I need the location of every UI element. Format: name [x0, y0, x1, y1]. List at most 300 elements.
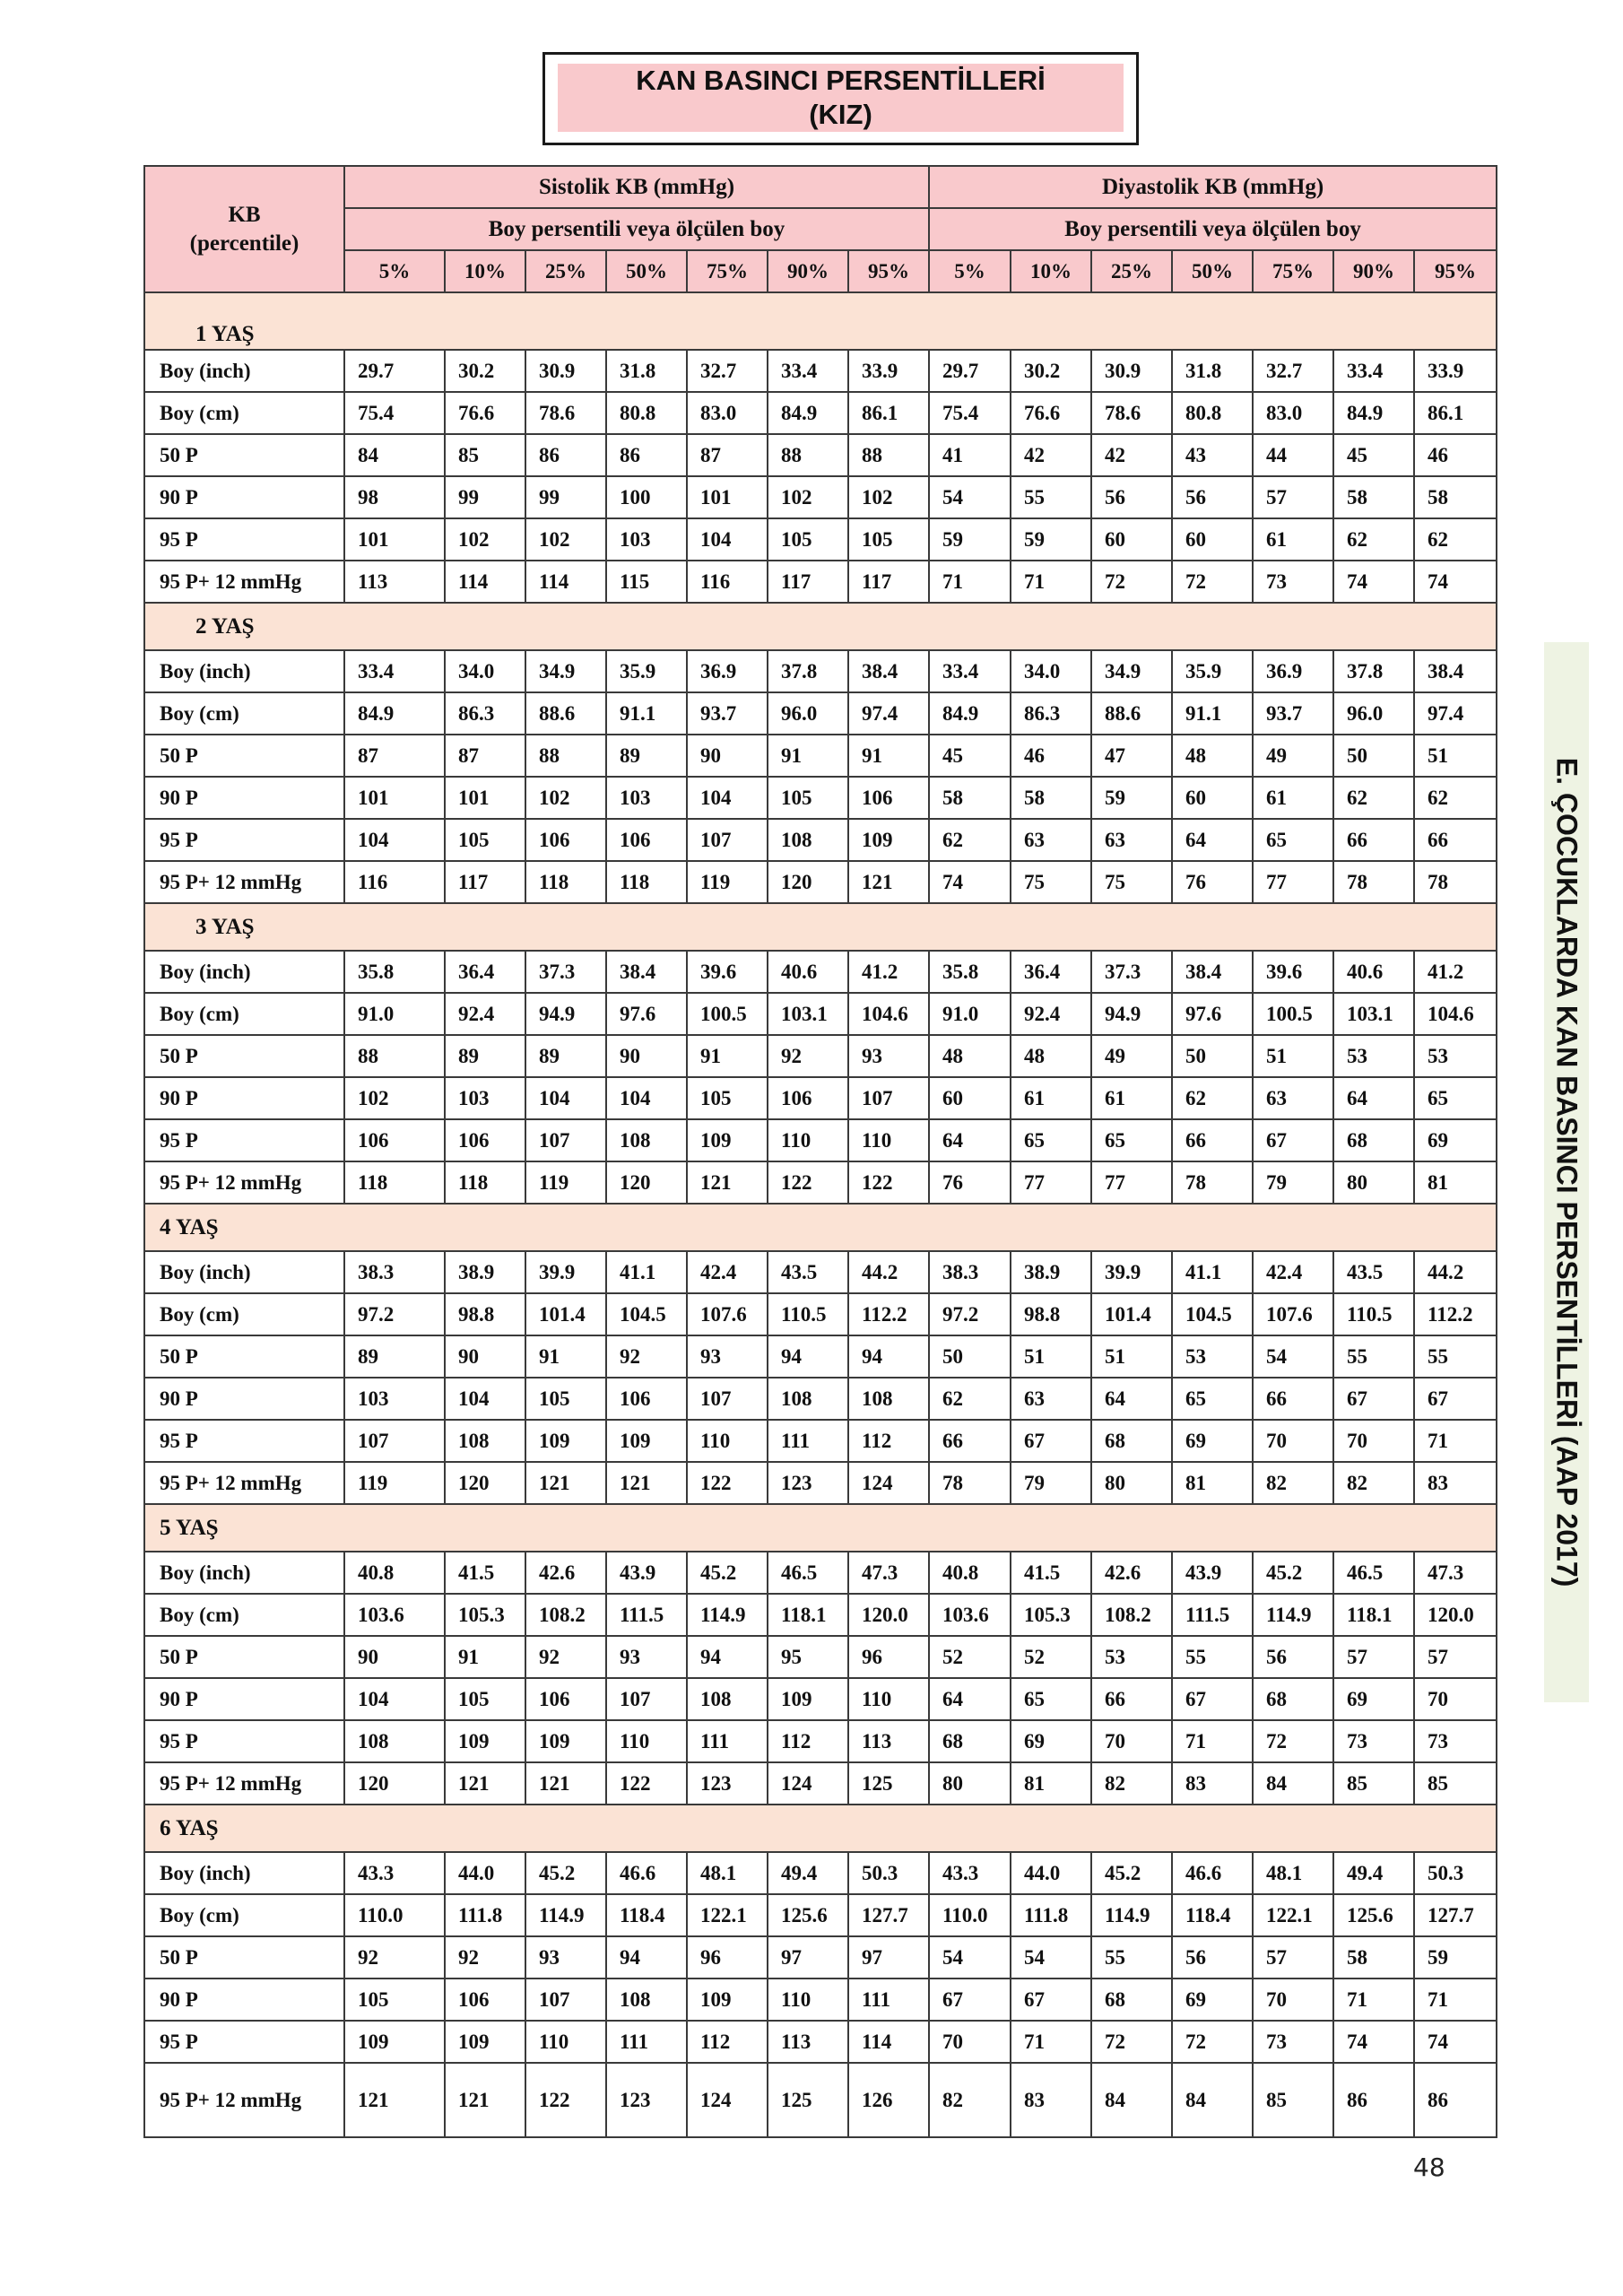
systolic-value-cell: 43.9 — [606, 1552, 687, 1594]
diastolic-value-cell: 50 — [1172, 1035, 1253, 1077]
systolic-value-cell: 91 — [848, 735, 929, 777]
diastolic-value-cell: 103.6 — [929, 1594, 1011, 1636]
table-row — [144, 1251, 1497, 1293]
systolic-value-cell: 94 — [687, 1636, 768, 1678]
systolic-value-cell: 84.9 — [768, 392, 848, 434]
diastolic-value-cell: 29.7 — [929, 350, 1011, 392]
diastolic-value-cell: 75 — [1011, 861, 1091, 903]
systolic-value-cell: 113 — [848, 1720, 929, 1762]
diastolic-value-cell: 39.9 — [1091, 1251, 1172, 1293]
diastolic-value-cell: 48.1 — [1253, 1852, 1333, 1894]
systolic-value-cell: 39.9 — [525, 1251, 606, 1293]
diastolic-value-cell: 76 — [1172, 861, 1253, 903]
systolic-value-cell: 47.3 — [848, 1552, 929, 1594]
table-row — [144, 476, 1497, 518]
systolic-value-cell: 97.4 — [848, 692, 929, 735]
diastolic-value-cell: 52 — [1011, 1636, 1091, 1678]
table-row — [144, 650, 1497, 692]
row-label: 95 P — [144, 1119, 344, 1161]
age-group-row — [144, 1805, 1497, 1852]
row-label: Boy (cm) — [144, 392, 344, 434]
diastolic-value-cell: 46 — [1414, 434, 1497, 476]
diastolic-value-cell: 60 — [929, 1077, 1011, 1119]
table-row — [144, 861, 1497, 903]
systolic-value-cell: 103.1 — [768, 993, 848, 1035]
systolic-value-cell: 119 — [344, 1462, 445, 1504]
diastolic-value-cell: 71 — [1414, 1979, 1497, 2021]
diastolic-value-cell: 59 — [1414, 1936, 1497, 1979]
diastolic-value-cell: 69 — [1172, 1979, 1253, 2021]
diastolic-value-cell: 85 — [1333, 1762, 1414, 1805]
systolic-value-cell: 102 — [344, 1077, 445, 1119]
age-group-label: 4 YAŞ — [144, 1204, 1497, 1251]
systolic-value-cell: 91.0 — [344, 993, 445, 1035]
diastolic-value-cell: 91.0 — [929, 993, 1011, 1035]
systolic-value-cell: 107 — [525, 1979, 606, 2021]
systolic-value-cell: 90 — [344, 1636, 445, 1678]
table-row — [144, 1720, 1497, 1762]
diastolic-value-cell: 62 — [929, 1378, 1011, 1420]
diastolic-value-cell: 66 — [929, 1420, 1011, 1462]
diastolic-value-cell: 73 — [1253, 561, 1333, 603]
diastolic-value-cell: 57 — [1333, 1636, 1414, 1678]
systolic-value-cell: 108 — [768, 1378, 848, 1420]
diastolic-value-cell: 79 — [1011, 1462, 1091, 1504]
row-label: Boy (cm) — [144, 1293, 344, 1335]
diastolic-value-cell: 42 — [1091, 434, 1172, 476]
systolic-value-cell: 120 — [445, 1462, 525, 1504]
diastolic-value-cell: 77 — [1011, 1161, 1091, 1204]
diastolic-value-cell: 51 — [1253, 1035, 1333, 1077]
diastolic-value-cell: 54 — [1011, 1936, 1091, 1979]
table-row — [144, 1420, 1497, 1462]
systolic-value-cell: 125 — [848, 1762, 929, 1805]
diastolic-value-cell: 55 — [1333, 1335, 1414, 1378]
diastolic-value-cell: 38.9 — [1011, 1251, 1091, 1293]
systolic-value-cell: 113 — [344, 561, 445, 603]
systolic-percentile-header: 90% — [768, 250, 848, 292]
diastolic-value-cell: 53 — [1414, 1035, 1497, 1077]
systolic-value-cell: 108 — [606, 1979, 687, 2021]
systolic-value-cell: 34.9 — [525, 650, 606, 692]
diastolic-value-cell: 42.4 — [1253, 1251, 1333, 1293]
diastolic-value-cell: 63 — [1091, 819, 1172, 861]
systolic-value-cell: 89 — [445, 1035, 525, 1077]
diastolic-percentile-header: 90% — [1333, 250, 1414, 292]
systolic-value-cell: 76.6 — [445, 392, 525, 434]
systolic-value-cell: 105 — [687, 1077, 768, 1119]
systolic-value-cell: 105 — [445, 1678, 525, 1720]
systolic-value-cell: 104.5 — [606, 1293, 687, 1335]
diastolic-value-cell: 72 — [1253, 1720, 1333, 1762]
row-label: Boy (cm) — [144, 1594, 344, 1636]
systolic-value-cell: 110 — [768, 1979, 848, 2021]
systolic-value-cell: 103 — [344, 1378, 445, 1420]
row-label: Boy (cm) — [144, 993, 344, 1035]
diastolic-value-cell: 67 — [1011, 1420, 1091, 1462]
systolic-value-cell: 110.0 — [344, 1894, 445, 1936]
diastolic-value-cell: 33.4 — [929, 650, 1011, 692]
systolic-value-cell: 37.3 — [525, 951, 606, 993]
systolic-value-cell: 90 — [606, 1035, 687, 1077]
diastolic-value-cell: 49 — [1253, 735, 1333, 777]
systolic-value-cell: 122 — [768, 1161, 848, 1204]
systolic-value-cell: 36.4 — [445, 951, 525, 993]
systolic-value-cell: 93 — [525, 1936, 606, 1979]
systolic-value-cell: 108 — [687, 1678, 768, 1720]
diastolic-value-cell: 38.4 — [1172, 951, 1253, 993]
diastolic-value-cell: 58 — [1414, 476, 1497, 518]
systolic-value-cell: 106 — [848, 777, 929, 819]
diastolic-value-cell: 67 — [1172, 1678, 1253, 1720]
diastolic-value-cell: 70 — [1091, 1720, 1172, 1762]
diastolic-value-cell: 35.9 — [1172, 650, 1253, 692]
table-row — [144, 561, 1497, 603]
diastolic-value-cell: 70 — [1333, 1420, 1414, 1462]
systolic-value-cell: 41.2 — [848, 951, 929, 993]
row-label: 50 P — [144, 434, 344, 476]
row-label: Boy (cm) — [144, 1894, 344, 1936]
diastolic-value-cell: 59 — [1091, 777, 1172, 819]
row-label: 95 P+ 12 mmHg — [144, 1462, 344, 1504]
table-row — [144, 1678, 1497, 1720]
systolic-header: Sistolik KB (mmHg) — [344, 166, 929, 208]
diastolic-value-cell: 107.6 — [1253, 1293, 1333, 1335]
table-row — [144, 1077, 1497, 1119]
row-label: 90 P — [144, 777, 344, 819]
age-group-label: 2 YAŞ — [144, 603, 1497, 650]
diastolic-value-cell: 92.4 — [1011, 993, 1091, 1035]
diastolic-value-cell: 86 — [1333, 2063, 1414, 2137]
diastolic-value-cell: 86.1 — [1414, 392, 1497, 434]
systolic-value-cell: 104 — [344, 819, 445, 861]
diastolic-value-cell: 46.6 — [1172, 1852, 1253, 1894]
diastolic-value-cell: 65 — [1414, 1077, 1497, 1119]
systolic-value-cell: 49.4 — [768, 1852, 848, 1894]
diastolic-value-cell: 69 — [1414, 1119, 1497, 1161]
systolic-value-cell: 38.9 — [445, 1251, 525, 1293]
diastolic-value-cell: 82 — [1253, 1462, 1333, 1504]
diastolic-value-cell: 62 — [1414, 777, 1497, 819]
diastolic-value-cell: 72 — [1172, 561, 1253, 603]
diastolic-value-cell: 51 — [1011, 1335, 1091, 1378]
table-row — [144, 392, 1497, 434]
blood-pressure-table — [143, 165, 1497, 2138]
diastolic-value-cell: 73 — [1333, 1720, 1414, 1762]
diastolic-value-cell: 65 — [1011, 1119, 1091, 1161]
table-row — [144, 434, 1497, 476]
diastolic-value-cell: 55 — [1091, 1936, 1172, 1979]
systolic-value-cell: 101 — [344, 777, 445, 819]
systolic-value-cell: 107.6 — [687, 1293, 768, 1335]
diastolic-value-cell: 71 — [1011, 2021, 1091, 2063]
diastolic-value-cell: 69 — [1333, 1678, 1414, 1720]
systolic-value-cell: 117 — [768, 561, 848, 603]
systolic-value-cell: 114.9 — [687, 1594, 768, 1636]
diastolic-value-cell: 60 — [1172, 518, 1253, 561]
systolic-value-cell: 110 — [606, 1720, 687, 1762]
diastolic-value-cell: 57 — [1253, 1936, 1333, 1979]
diastolic-value-cell: 88.6 — [1091, 692, 1172, 735]
systolic-value-cell: 105 — [768, 518, 848, 561]
systolic-value-cell: 112 — [768, 1720, 848, 1762]
diastolic-value-cell: 55 — [1011, 476, 1091, 518]
systolic-value-cell: 120.0 — [848, 1594, 929, 1636]
diastolic-value-cell: 83 — [1414, 1462, 1497, 1504]
table-row — [144, 1636, 1497, 1678]
systolic-value-cell: 105 — [344, 1979, 445, 2021]
diastolic-value-cell: 86 — [1414, 2063, 1497, 2137]
systolic-percentile-header: 25% — [525, 250, 606, 292]
diastolic-value-cell: 31.8 — [1172, 350, 1253, 392]
systolic-value-cell: 111 — [768, 1420, 848, 1462]
systolic-value-cell: 109 — [525, 1420, 606, 1462]
age-group-label: 3 YAŞ — [144, 903, 1497, 951]
systolic-value-cell: 95 — [768, 1636, 848, 1678]
diastolic-value-cell: 65 — [1172, 1378, 1253, 1420]
diastolic-value-cell: 46.5 — [1333, 1552, 1414, 1594]
systolic-value-cell: 108.2 — [525, 1594, 606, 1636]
diastolic-value-cell: 81 — [1414, 1161, 1497, 1204]
diastolic-value-cell: 67 — [1253, 1119, 1333, 1161]
row-label: 95 P — [144, 819, 344, 861]
diastolic-percentile-header: 5% — [929, 250, 1011, 292]
systolic-value-cell: 121 — [445, 1762, 525, 1805]
diastolic-value-cell: 65 — [1091, 1119, 1172, 1161]
diastolic-value-cell: 97.4 — [1414, 692, 1497, 735]
systolic-value-cell: 104 — [687, 518, 768, 561]
systolic-value-cell: 97.2 — [344, 1293, 445, 1335]
diastolic-value-cell: 100.5 — [1253, 993, 1333, 1035]
systolic-value-cell: 91 — [525, 1335, 606, 1378]
systolic-value-cell: 89 — [525, 1035, 606, 1077]
diastolic-value-cell: 74 — [1414, 2021, 1497, 2063]
diastolic-value-cell: 48 — [929, 1035, 1011, 1077]
systolic-value-cell: 112 — [848, 1420, 929, 1462]
diastolic-value-cell: 118.1 — [1333, 1594, 1414, 1636]
diastolic-value-cell: 48 — [1011, 1035, 1091, 1077]
systolic-value-cell: 106 — [445, 1119, 525, 1161]
systolic-value-cell: 48.1 — [687, 1852, 768, 1894]
systolic-value-cell: 96 — [687, 1936, 768, 1979]
row-label: 50 P — [144, 1936, 344, 1979]
diastolic-value-cell: 40.8 — [929, 1552, 1011, 1594]
diastolic-value-cell: 68 — [929, 1720, 1011, 1762]
systolic-value-cell: 50.3 — [848, 1852, 929, 1894]
diastolic-value-cell: 62 — [929, 819, 1011, 861]
systolic-value-cell: 40.6 — [768, 951, 848, 993]
table-row — [144, 2063, 1497, 2137]
systolic-value-cell: 116 — [344, 861, 445, 903]
systolic-value-cell: 113 — [768, 2021, 848, 2063]
table-row — [144, 350, 1497, 392]
table-row — [144, 819, 1497, 861]
systolic-value-cell: 97 — [768, 1936, 848, 1979]
diastolic-value-cell: 94.9 — [1091, 993, 1172, 1035]
diastolic-value-cell: 114.9 — [1253, 1594, 1333, 1636]
diastolic-value-cell: 91.1 — [1172, 692, 1253, 735]
systolic-value-cell: 111 — [606, 2021, 687, 2063]
systolic-value-cell: 108 — [344, 1720, 445, 1762]
table-row — [144, 692, 1497, 735]
diastolic-value-cell: 63 — [1011, 1378, 1091, 1420]
systolic-value-cell: 80.8 — [606, 392, 687, 434]
systolic-value-cell: 87 — [687, 434, 768, 476]
systolic-value-cell: 114 — [525, 561, 606, 603]
diastolic-value-cell: 48 — [1172, 735, 1253, 777]
systolic-value-cell: 85 — [445, 434, 525, 476]
systolic-value-cell: 121 — [848, 861, 929, 903]
diastolic-value-cell: 64 — [1091, 1378, 1172, 1420]
age-group-row — [144, 1204, 1497, 1251]
systolic-value-cell: 107 — [687, 1378, 768, 1420]
systolic-value-cell: 123 — [687, 1762, 768, 1805]
diastolic-value-cell: 38.4 — [1414, 650, 1497, 692]
diastolic-value-cell: 97.6 — [1172, 993, 1253, 1035]
age-group-row — [144, 1504, 1497, 1552]
systolic-value-cell: 121 — [606, 1462, 687, 1504]
diastolic-value-cell: 73 — [1414, 1720, 1497, 1762]
systolic-value-cell: 105 — [525, 1378, 606, 1420]
diastolic-value-cell: 56 — [1091, 476, 1172, 518]
diastolic-value-cell: 67 — [929, 1979, 1011, 2021]
systolic-value-cell: 121 — [687, 1161, 768, 1204]
diastolic-value-cell: 41 — [929, 434, 1011, 476]
diastolic-value-cell: 62 — [1333, 518, 1414, 561]
diastolic-value-cell: 45 — [929, 735, 1011, 777]
systolic-value-cell: 106 — [445, 1979, 525, 2021]
diastolic-value-cell: 71 — [1414, 1420, 1497, 1462]
systolic-value-cell: 122 — [606, 1762, 687, 1805]
systolic-value-cell: 94 — [768, 1335, 848, 1378]
systolic-value-cell: 30.9 — [525, 350, 606, 392]
systolic-value-cell: 102 — [525, 518, 606, 561]
diastolic-percentile-header: 10% — [1011, 250, 1091, 292]
systolic-value-cell: 104.6 — [848, 993, 929, 1035]
systolic-value-cell: 106 — [768, 1077, 848, 1119]
diastolic-value-cell: 43.9 — [1172, 1552, 1253, 1594]
systolic-value-cell: 119 — [687, 861, 768, 903]
diastolic-height-subheader: Boy persentili veya ölçülen boy — [929, 208, 1497, 250]
systolic-value-cell: 114.9 — [525, 1894, 606, 1936]
table-row — [144, 1979, 1497, 2021]
systolic-value-cell: 102 — [525, 777, 606, 819]
systolic-value-cell: 83.0 — [687, 392, 768, 434]
diastolic-value-cell: 75.4 — [929, 392, 1011, 434]
systolic-value-cell: 118 — [445, 1161, 525, 1204]
row-label: 90 P — [144, 1678, 344, 1720]
systolic-percentile-header: 50% — [606, 250, 687, 292]
diastolic-value-cell: 64 — [1172, 819, 1253, 861]
diastolic-value-cell: 70 — [1253, 1420, 1333, 1462]
diastolic-value-cell: 69 — [1011, 1720, 1091, 1762]
diastolic-value-cell: 66 — [1091, 1678, 1172, 1720]
diastolic-value-cell: 70 — [1414, 1678, 1497, 1720]
diastolic-value-cell: 76 — [929, 1161, 1011, 1204]
systolic-height-subheader: Boy persentili veya ölçülen boy — [344, 208, 929, 250]
diastolic-value-cell: 49.4 — [1333, 1852, 1414, 1894]
diastolic-value-cell: 66 — [1172, 1119, 1253, 1161]
diastolic-value-cell: 85 — [1253, 2063, 1333, 2137]
diastolic-value-cell: 81 — [1011, 1762, 1091, 1805]
diastolic-value-cell: 49 — [1091, 1035, 1172, 1077]
table-row — [144, 1462, 1497, 1504]
systolic-value-cell: 108 — [606, 1119, 687, 1161]
systolic-value-cell: 102 — [445, 518, 525, 561]
systolic-value-cell: 118 — [606, 861, 687, 903]
systolic-value-cell: 117 — [445, 861, 525, 903]
table-row — [144, 1161, 1497, 1204]
diastolic-value-cell: 59 — [1011, 518, 1091, 561]
systolic-value-cell: 108 — [848, 1378, 929, 1420]
diastolic-value-cell: 122.1 — [1253, 1894, 1333, 1936]
row-label: 50 P — [144, 1035, 344, 1077]
systolic-value-cell: 109 — [525, 1720, 606, 1762]
table-row — [144, 1894, 1497, 1936]
systolic-value-cell: 99 — [525, 476, 606, 518]
diastolic-value-cell: 78 — [1333, 861, 1414, 903]
diastolic-value-cell: 43 — [1172, 434, 1253, 476]
diastolic-value-cell: 37.3 — [1091, 951, 1172, 993]
diastolic-value-cell: 32.7 — [1253, 350, 1333, 392]
systolic-value-cell: 107 — [848, 1077, 929, 1119]
diastolic-value-cell: 44.2 — [1414, 1251, 1497, 1293]
systolic-value-cell: 94.9 — [525, 993, 606, 1035]
diastolic-value-cell: 65 — [1011, 1678, 1091, 1720]
systolic-value-cell: 105 — [445, 819, 525, 861]
diastolic-value-cell: 61 — [1011, 1077, 1091, 1119]
diastolic-value-cell: 61 — [1091, 1077, 1172, 1119]
diastolic-value-cell: 57 — [1253, 476, 1333, 518]
systolic-value-cell: 29.7 — [344, 350, 445, 392]
diastolic-header: Diyastolik KB (mmHg) — [929, 166, 1497, 208]
systolic-value-cell: 109 — [606, 1420, 687, 1462]
diastolic-value-cell: 101.4 — [1091, 1293, 1172, 1335]
systolic-value-cell: 84 — [344, 434, 445, 476]
systolic-value-cell: 104 — [687, 777, 768, 819]
systolic-value-cell: 106 — [606, 819, 687, 861]
systolic-value-cell: 38.4 — [848, 650, 929, 692]
systolic-value-cell: 110 — [848, 1678, 929, 1720]
diastolic-value-cell: 38.3 — [929, 1251, 1011, 1293]
systolic-value-cell: 109 — [687, 1119, 768, 1161]
systolic-value-cell: 96 — [848, 1636, 929, 1678]
diastolic-value-cell: 45.2 — [1091, 1852, 1172, 1894]
systolic-value-cell: 97 — [848, 1936, 929, 1979]
diastolic-value-cell: 43.5 — [1333, 1251, 1414, 1293]
diastolic-value-cell: 108.2 — [1091, 1594, 1172, 1636]
systolic-value-cell: 109 — [848, 819, 929, 861]
diastolic-value-cell: 58 — [1333, 476, 1414, 518]
systolic-value-cell: 43.3 — [344, 1852, 445, 1894]
diastolic-value-cell: 84 — [1172, 2063, 1253, 2137]
diastolic-value-cell: 47 — [1091, 735, 1172, 777]
diastolic-value-cell: 41.1 — [1172, 1251, 1253, 1293]
systolic-value-cell: 96.0 — [768, 692, 848, 735]
diastolic-value-cell: 72 — [1172, 2021, 1253, 2063]
kb-header-line2: (percentile) — [189, 230, 299, 256]
diastolic-value-cell: 53 — [1091, 1636, 1172, 1678]
row-label: 95 P — [144, 2021, 344, 2063]
diastolic-percentile-header: 50% — [1172, 250, 1253, 292]
systolic-value-cell: 98.8 — [445, 1293, 525, 1335]
diastolic-value-cell: 110.5 — [1333, 1293, 1414, 1335]
diastolic-value-cell: 63 — [1011, 819, 1091, 861]
diastolic-percentile-header: 25% — [1091, 250, 1172, 292]
systolic-value-cell: 94 — [606, 1936, 687, 1979]
systolic-value-cell: 40.8 — [344, 1552, 445, 1594]
systolic-value-cell: 120 — [768, 861, 848, 903]
